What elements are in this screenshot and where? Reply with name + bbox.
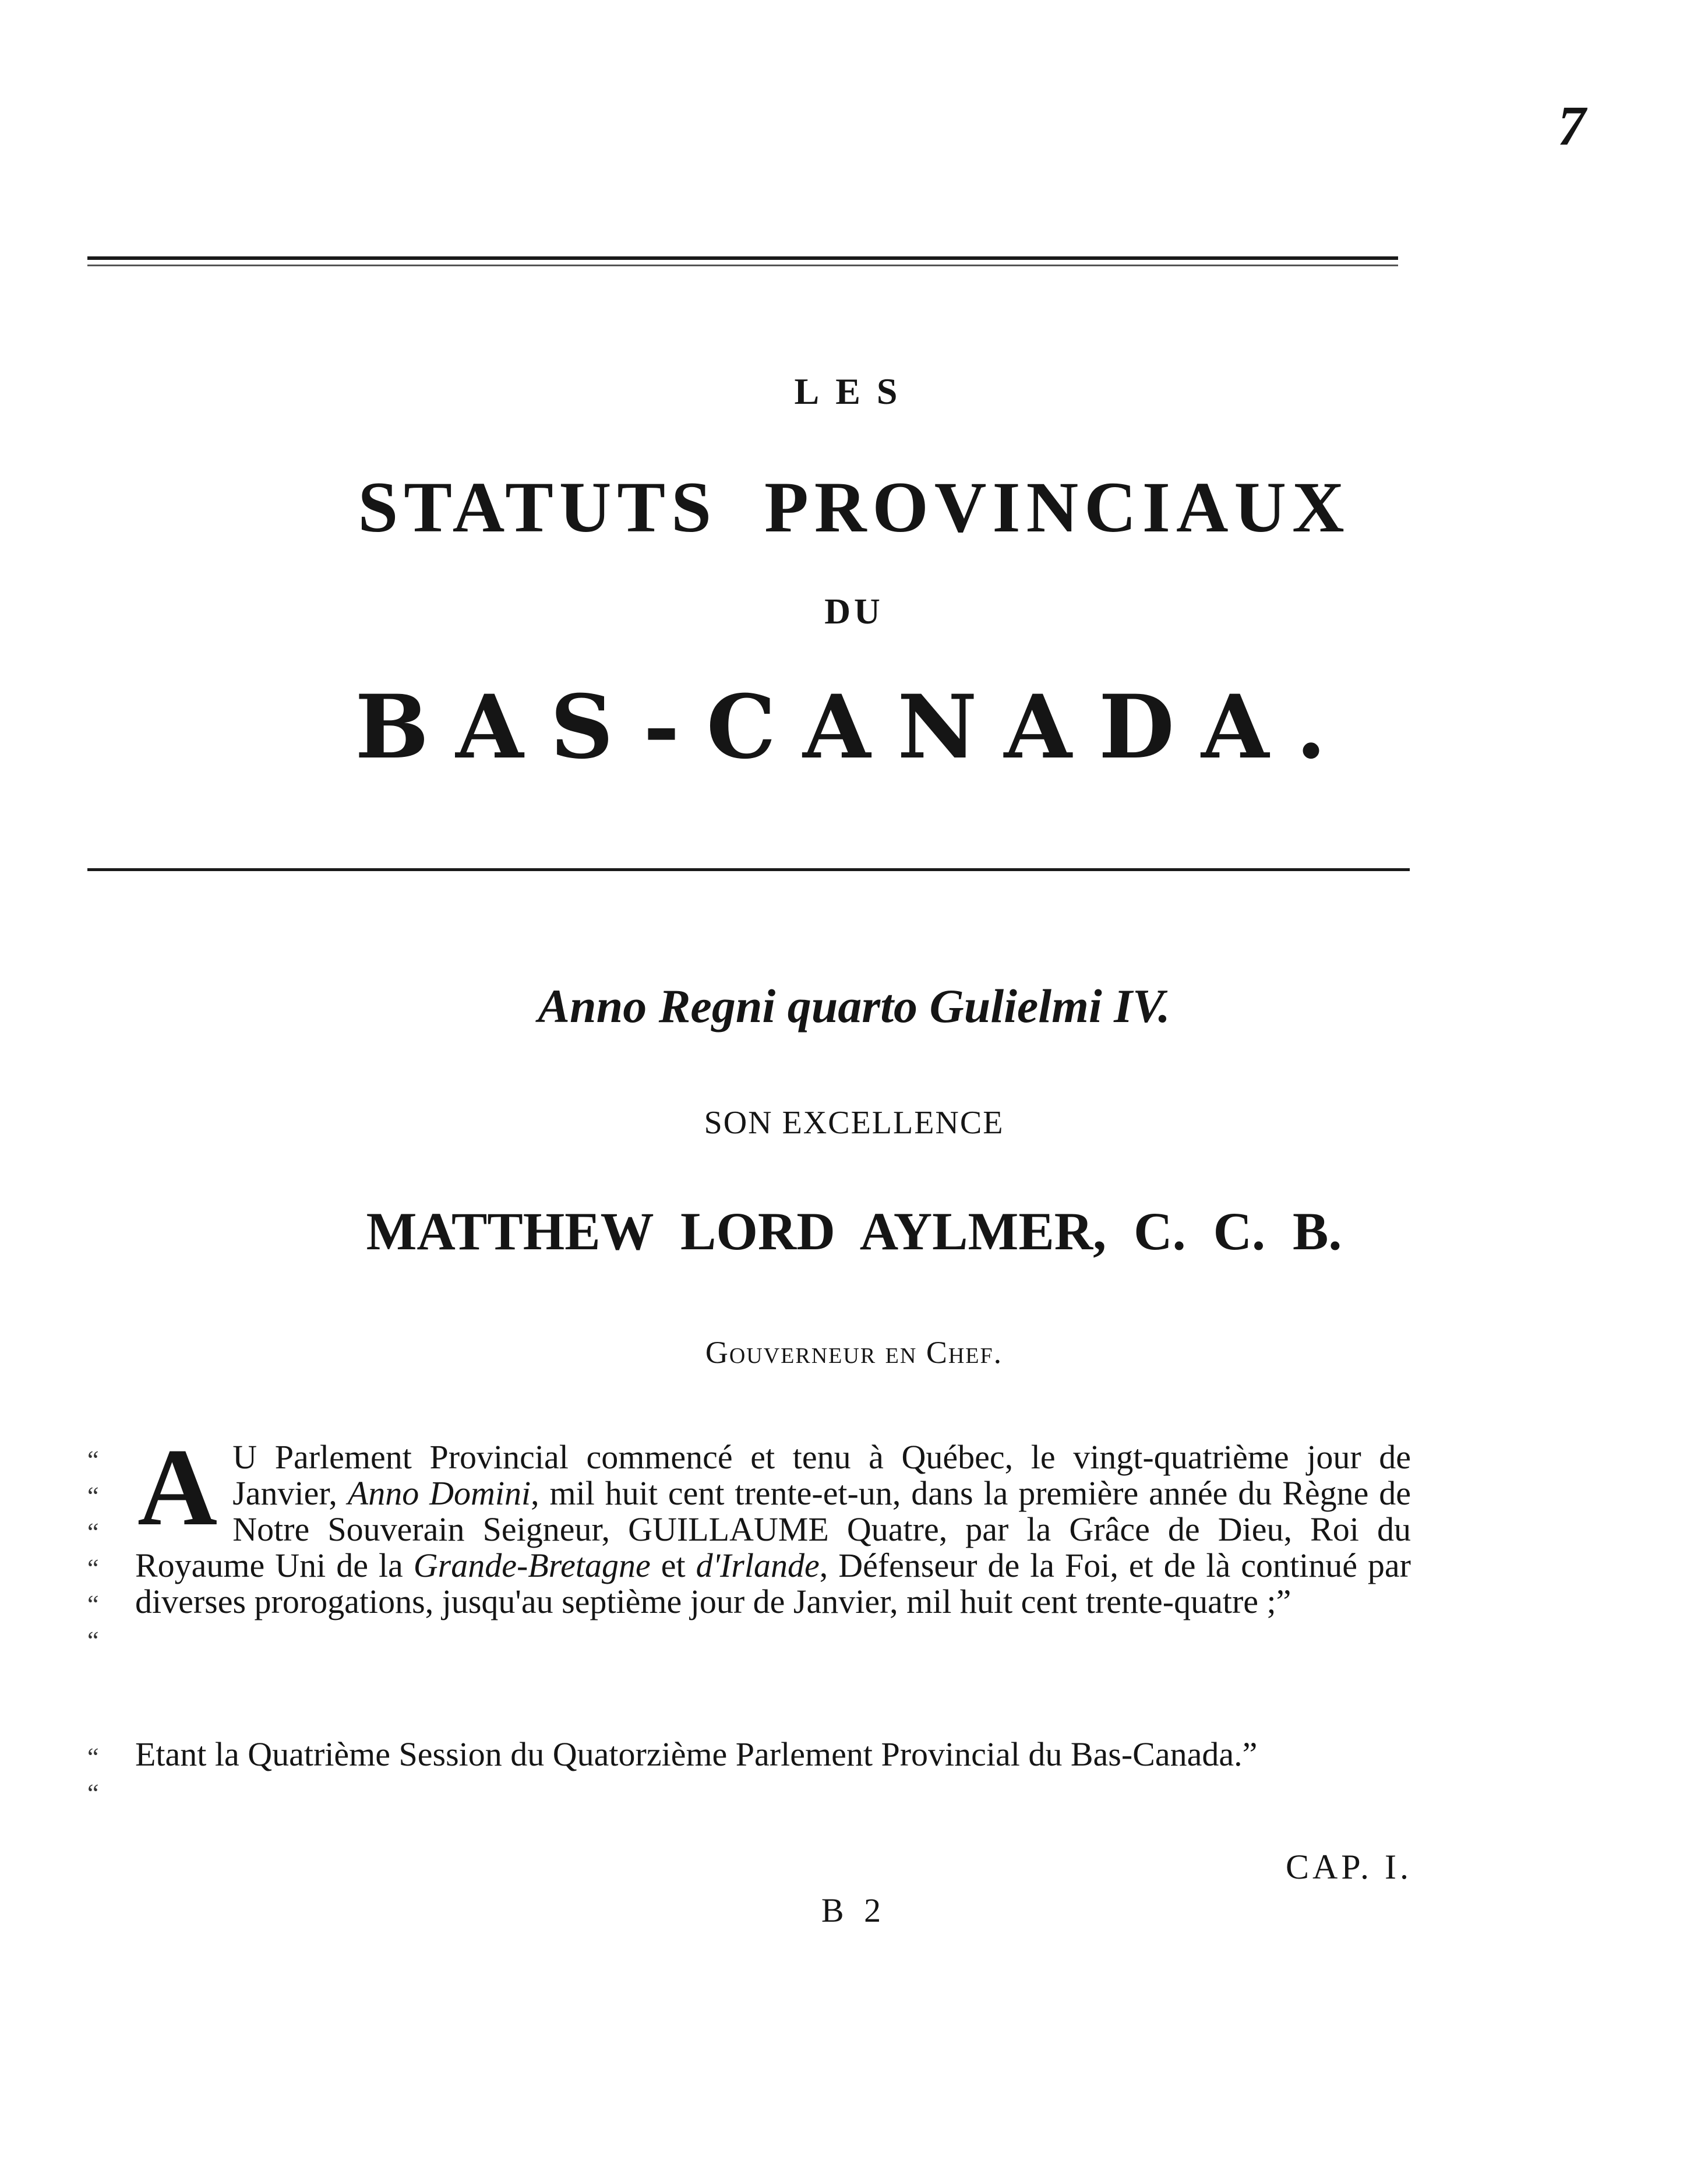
preamble-grande-bretagne: Grande-Bretagne — [413, 1546, 651, 1584]
preamble-text: et — [650, 1546, 696, 1584]
preamble-anno-domini: Anno Domini — [347, 1474, 531, 1512]
title-bas-canada: BAS-CANADA. — [355, 676, 1353, 778]
title-statuts-provinciaux: STATUTS PROVINCIAUX — [358, 467, 1350, 547]
preamble-text: , mil huit cent trente-et-un, dans la première année du Règne de Notre Souverain Seigneur, GUILLAUME Quatre, par la Grâce de Dieu, Roi du Royaume Uni de la — [135, 1474, 1411, 1584]
section-rule — [87, 868, 1410, 871]
quote-mark: “ — [87, 1743, 99, 1771]
quote-mark: “ — [87, 1446, 99, 1474]
preamble-paragraph — [135, 1426, 1411, 1620]
title-du: DU — [824, 592, 884, 632]
preamble-irlande: d'Irlande — [696, 1546, 820, 1584]
title-les: LES — [794, 371, 914, 412]
preamble-quote-marks — [87, 1442, 128, 1659]
session-quote-marks — [87, 1739, 128, 1812]
signature-mark: B 2 — [821, 1891, 887, 1929]
quote-mark: “ — [87, 1626, 99, 1655]
drop-cap: A — [137, 1426, 218, 1549]
chapter-heading: CAP. I. — [1285, 1848, 1412, 1886]
session-paragraph: Etant la Quatrième Session du Quatorzième Parlement Provincial du Bas-Canada.” — [135, 1735, 1258, 1773]
quote-mark: “ — [87, 1779, 99, 1807]
governor-title: Gouverneur en Chef. — [705, 1335, 1003, 1370]
quote-mark: “ — [87, 1518, 99, 1546]
governor-name: MATTHEW LORD AYLMER, C. C. B. — [366, 1201, 1342, 1261]
son-excellence: SON EXCELLENCE — [704, 1105, 1004, 1141]
quote-mark: “ — [87, 1482, 99, 1510]
quote-mark: “ — [87, 1590, 99, 1619]
top-double-rule — [87, 256, 1398, 260]
preamble-text: U Parlement Provincial commencé et tenu à Québec, le vingt-quatrième jour de Janvier, — [232, 1438, 1411, 1512]
quote-mark: “ — [87, 1554, 99, 1583]
preamble-text: , Défenseur de la Foi, et de là continué par diverses prorogations, jusqu'au septième jour de Janvier, mil huit cent trente-quatre ;” — [135, 1546, 1411, 1620]
anno-regni-heading: Anno Regni quarto Gulielmi IV. — [538, 979, 1170, 1033]
page-number: 7 — [1558, 94, 1586, 157]
